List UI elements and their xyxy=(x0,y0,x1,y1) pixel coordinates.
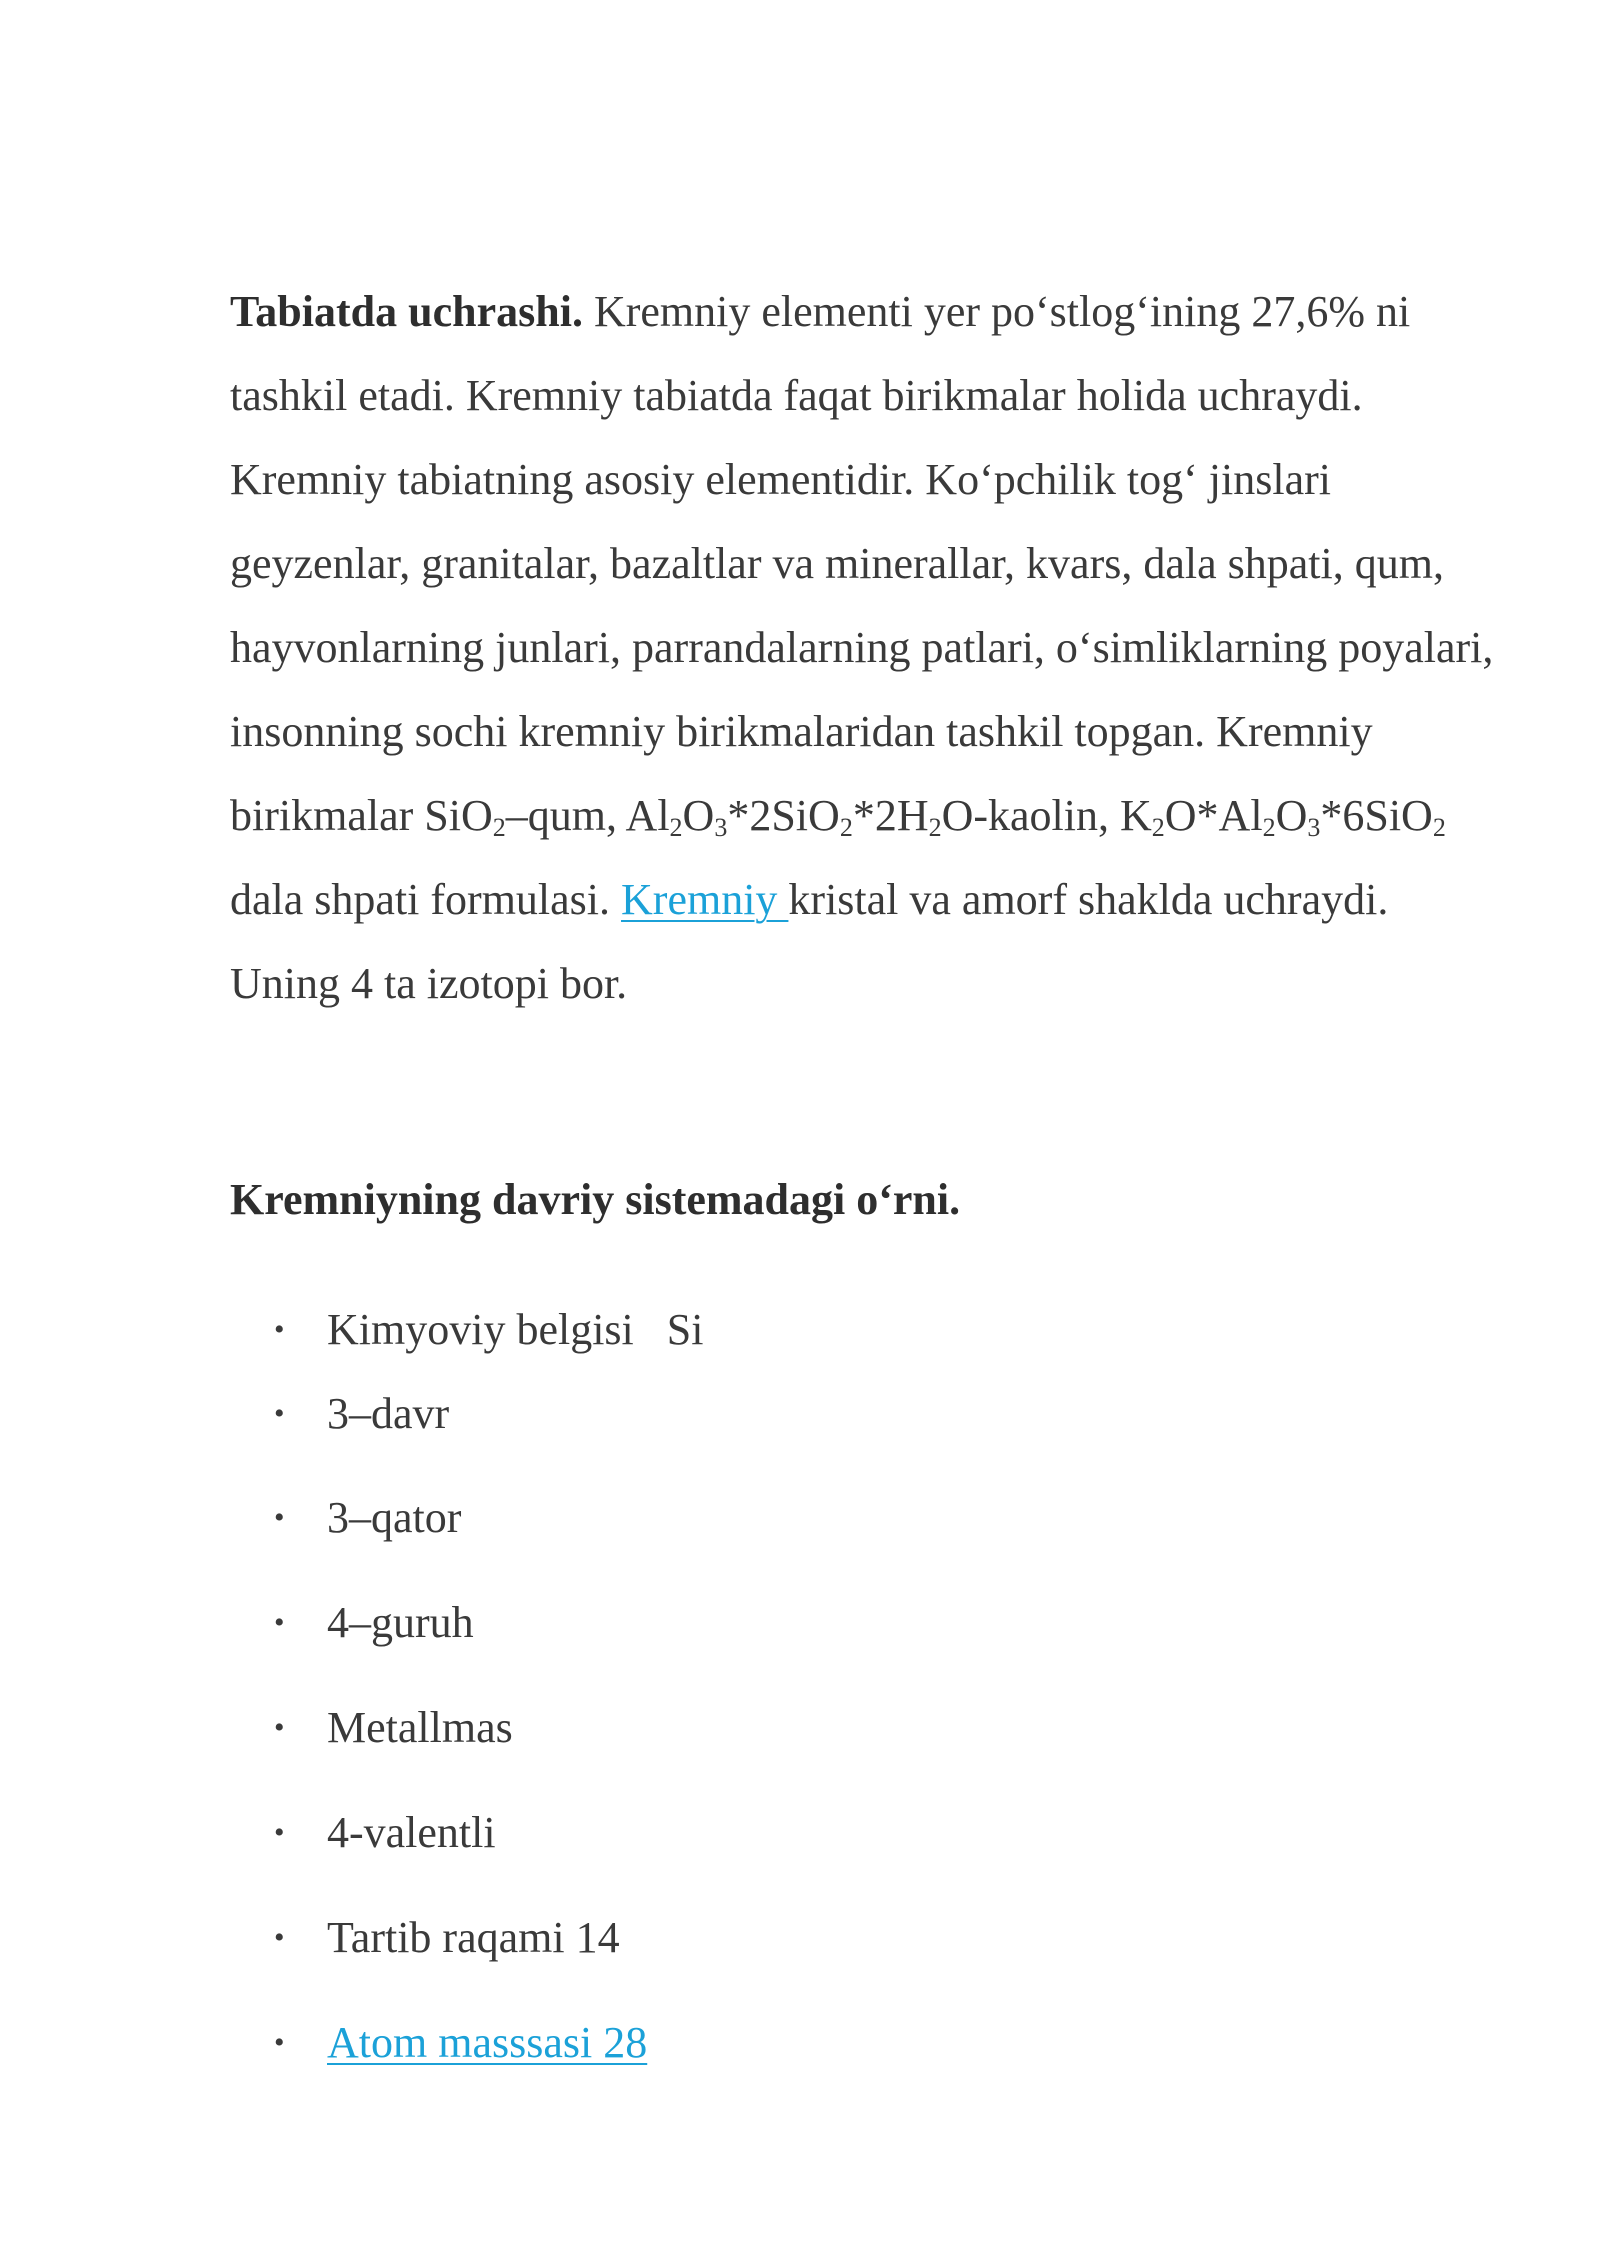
formula-text: O*Al xyxy=(1164,791,1263,840)
fact-period: 3–davr xyxy=(327,1389,450,1438)
formula-text: *2H xyxy=(852,791,929,840)
bullet-icon: • xyxy=(274,2026,285,2059)
natural-occurrence-paragraph xyxy=(230,270,1500,1026)
fact-group: 4–guruh xyxy=(327,1598,474,1647)
fact-symbol: Kimyoviy belgisi Si xyxy=(327,1305,704,1354)
subscript: 2 xyxy=(1262,813,1276,842)
bullet-icon: • xyxy=(274,1501,285,1534)
subscript: 2 xyxy=(492,813,506,842)
formula-text: O xyxy=(682,791,715,840)
paragraph-text: dala shpati formulasi. xyxy=(230,875,622,924)
formula-text: Al xyxy=(625,791,670,840)
fact-type: Metallmas xyxy=(327,1703,513,1752)
subscript: 3 xyxy=(714,813,728,842)
subscript: 2 xyxy=(839,813,853,842)
formula-text: *6SiO xyxy=(1320,791,1433,840)
paragraph-text: kristal va amorf shaklda uchraydi. Uning 4 ta izotopi bor. xyxy=(230,875,1389,1008)
atomic-mass-link[interactable]: Atom masssasi 28 xyxy=(327,2018,648,2067)
subscript: 2 xyxy=(928,813,942,842)
paragraph-text: Kremniy elementi yer po‘stlog‘ining 27,6% ni tashkil etadi. Kremniy tabiatda faqat birikmalar holida uchraydi. Kremniy tabiatning asosiy elementidir. Ko‘pchilik tog‘ jinslari geyzenlar, granitalar, bazaltlar va minerallar, kvars, dala shpati, qum, hayvonlarning junlari, parrandalarning patlari, o‘simliklarning poyalari, insonning sochi kremniy birikmalaridan tashkil topgan. Kremniy birikmalar SiO xyxy=(230,287,1494,840)
formula-text: O-kaolin, K xyxy=(941,791,1152,840)
kremniy-link[interactable]: Kremniy xyxy=(621,875,789,924)
bullet-icon: • xyxy=(274,1397,285,1430)
bullet-icon: • xyxy=(274,1816,285,1849)
bullet-icon: • xyxy=(274,1921,285,1954)
subscript: 2 xyxy=(1432,813,1446,842)
subscript: 2 xyxy=(669,813,683,842)
formula-text: *2SiO xyxy=(727,791,840,840)
subscript: 2 xyxy=(1151,813,1165,842)
section-heading: Kremniyning davriy sistemadagi o‘rni. xyxy=(230,1175,961,1224)
fact-atomic-number: Tartib raqami 14 xyxy=(327,1913,620,1962)
bullet-icon: • xyxy=(274,1313,285,1346)
bullet-icon: • xyxy=(274,1711,285,1744)
paragraph-text: –qum, xyxy=(505,791,617,840)
subscript: 3 xyxy=(1307,813,1321,842)
document-page xyxy=(230,270,1500,2067)
paragraph-lead: Tabiatda uchrashi. xyxy=(230,287,583,336)
fact-valence: 4-valentli xyxy=(327,1808,496,1857)
bullet-icon: • xyxy=(274,1606,285,1639)
fact-row: 3–qator xyxy=(327,1493,462,1542)
formula-text: O xyxy=(1275,791,1308,840)
